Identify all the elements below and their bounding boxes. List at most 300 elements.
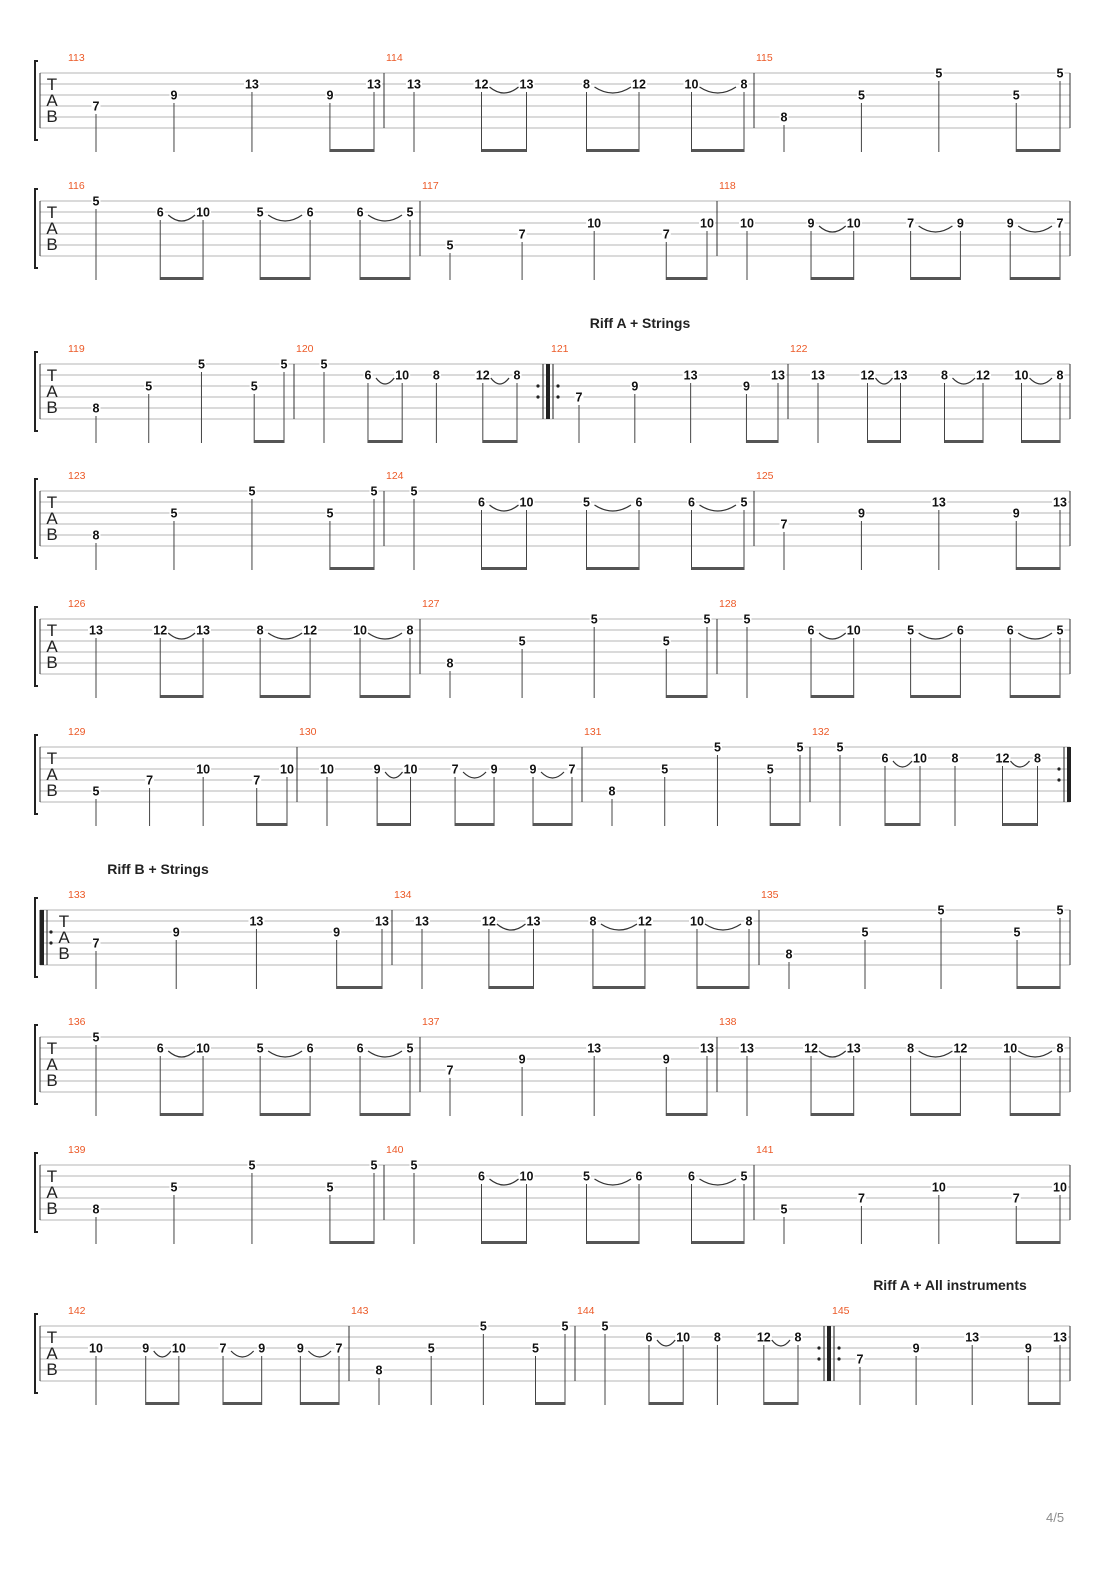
tie-arc — [919, 633, 953, 639]
beam — [160, 1113, 203, 1116]
repeat-dot — [556, 395, 559, 398]
tab-clef-letter: T — [46, 621, 58, 640]
beam — [1010, 277, 1060, 280]
fret-number: 9 — [912, 1341, 920, 1356]
beam — [1010, 695, 1060, 698]
tab-clef-letter: T — [46, 1167, 58, 1186]
fret-number: 13 — [244, 77, 259, 92]
fret-number: 7 — [253, 773, 261, 788]
beam — [1016, 1241, 1060, 1244]
fret-number: 10 — [353, 623, 367, 638]
fret-number: 5 — [326, 506, 334, 521]
fret-number: 9 — [172, 925, 180, 940]
fret-number: 6 — [956, 623, 964, 638]
repeat-dot — [49, 941, 52, 944]
fret-number: 13 — [1053, 1330, 1067, 1345]
fret-number: 9 — [258, 1341, 266, 1356]
tab-measure — [719, 598, 1070, 698]
fret-number: 8 — [1034, 751, 1041, 766]
tie-arc — [919, 226, 953, 232]
fret-number: 7 — [335, 1341, 343, 1356]
fret-number: 5 — [766, 762, 774, 777]
tie-arc — [497, 924, 526, 930]
fret-number: 5 — [1012, 88, 1020, 103]
tie-arc — [705, 924, 741, 930]
fret-number: 13 — [249, 914, 264, 929]
fret-number: 10 — [1014, 368, 1029, 383]
fret-number: 5 — [796, 740, 804, 755]
tab-clef-letter: A — [46, 91, 58, 110]
fret-number: 5 — [518, 634, 526, 649]
fret-number: 5 — [406, 1041, 414, 1056]
system-bracket — [35, 1314, 38, 1393]
fret-number: 12 — [976, 368, 990, 383]
fret-number: 5 — [662, 634, 670, 649]
measure-number: 133 — [68, 889, 86, 901]
tie-arc — [368, 633, 402, 639]
beam — [1016, 149, 1060, 152]
beam — [337, 986, 382, 989]
fret-number: 6 — [478, 1169, 485, 1184]
measure-number: 137 — [422, 1016, 440, 1028]
fret-number: 5 — [410, 1158, 418, 1173]
tab-system — [35, 598, 1070, 698]
beam — [360, 277, 410, 280]
fret-number: 7 — [780, 517, 788, 532]
fret-number: 9 — [296, 1341, 304, 1356]
fret-number: 5 — [406, 205, 414, 220]
repeat-dot — [1057, 767, 1060, 770]
fret-number: 8 — [513, 368, 521, 383]
fret-number: 10 — [280, 762, 294, 777]
measure-number: 140 — [386, 1144, 404, 1156]
beam — [587, 1241, 640, 1244]
fret-number: 13 — [931, 495, 946, 510]
fret-number: 10 — [395, 368, 410, 383]
fret-number: 5 — [280, 357, 288, 372]
beam — [692, 1241, 745, 1244]
fret-number: 7 — [518, 227, 526, 242]
tab-system — [35, 1144, 1070, 1244]
tie-arc — [491, 378, 509, 384]
fret-number: 6 — [688, 495, 695, 510]
fret-number: 5 — [410, 484, 418, 499]
fret-number: 13 — [683, 368, 698, 383]
beam — [536, 1402, 565, 1405]
fret-number: 7 — [662, 227, 670, 242]
tie-arc — [772, 1340, 790, 1346]
tie-arc — [154, 1351, 171, 1357]
tab-clef-letter: B — [46, 398, 58, 417]
fret-number: 8 — [941, 368, 948, 383]
tab-measure — [68, 598, 420, 698]
fret-number: 9 — [490, 762, 498, 777]
fret-number: 13 — [1053, 495, 1067, 510]
fret-number: 13 — [965, 1330, 980, 1345]
fret-number: 5 — [1056, 66, 1064, 81]
tab-measure — [68, 180, 420, 280]
measure-number: 142 — [68, 1305, 86, 1317]
tab-measure — [719, 180, 1070, 280]
fret-number: 6 — [356, 1041, 364, 1056]
tab-measure — [832, 1305, 1070, 1405]
fret-number: 5 — [857, 88, 865, 103]
tie-arc — [601, 924, 637, 930]
fret-number: 10 — [846, 216, 861, 231]
fret-number: 12 — [153, 623, 168, 638]
tab-system — [35, 1016, 1070, 1116]
fret-number: 13 — [771, 368, 785, 383]
tab-clef-letter: B — [46, 107, 58, 126]
beam — [764, 1402, 798, 1405]
fret-number: 12 — [995, 751, 1010, 766]
tie-arc — [385, 772, 402, 778]
fret-number: 10 — [931, 1180, 946, 1195]
fret-number: 13 — [89, 623, 103, 638]
tie-arc — [700, 505, 737, 511]
fret-number: 5 — [661, 762, 669, 777]
system-bracket — [35, 1153, 38, 1232]
measure-number: 126 — [68, 598, 86, 610]
fret-number: 6 — [306, 1041, 314, 1056]
tie-arc — [919, 1051, 953, 1057]
tie-arc — [376, 378, 394, 384]
fret-number: 13 — [893, 368, 908, 383]
fret-number: 13 — [196, 623, 210, 638]
tab-measure — [68, 726, 297, 826]
fret-number: 6 — [688, 1169, 695, 1184]
fret-number: 5 — [935, 66, 943, 81]
fret-number: 7 — [92, 936, 100, 951]
tab-measure — [584, 726, 810, 826]
tab-measure — [68, 470, 384, 570]
tab-measure — [386, 52, 754, 152]
fret-number: 6 — [306, 205, 314, 220]
system-bracket — [35, 898, 38, 977]
tab-clef-letter: B — [46, 235, 58, 254]
fret-number: 7 — [1012, 1191, 1020, 1206]
repeat-dot — [49, 930, 52, 933]
tab-system — [35, 726, 1071, 826]
fret-number: 5 — [740, 1169, 748, 1184]
measure-number: 136 — [68, 1016, 86, 1028]
tie-arc — [595, 505, 632, 511]
measure-number: 127 — [422, 598, 440, 610]
tab-measure — [756, 1144, 1070, 1244]
tab-clef-letter: A — [46, 219, 58, 238]
tab-measure — [394, 889, 759, 989]
beam — [649, 1402, 683, 1405]
beam — [146, 1402, 179, 1405]
fret-number: 13 — [740, 1041, 754, 1056]
measure-number: 131 — [584, 726, 602, 738]
tie-arc — [819, 633, 846, 639]
fret-number: 9 — [742, 379, 750, 394]
fret-number: 6 — [1006, 623, 1014, 638]
fret-number: 8 — [785, 947, 793, 962]
measure-number: 130 — [299, 726, 317, 738]
tab-clef-letter: A — [46, 637, 58, 656]
tab-clef-letter: T — [46, 1039, 58, 1058]
fret-number: 13 — [519, 77, 534, 92]
fret-number: 5 — [861, 925, 869, 940]
fret-number: 8 — [432, 368, 440, 383]
fret-number: 9 — [1006, 216, 1014, 231]
tab-measure — [756, 52, 1070, 152]
repeat-dot — [556, 384, 559, 387]
tie-arc — [268, 215, 302, 221]
fret-number: 5 — [92, 194, 100, 209]
fret-number: 10 — [690, 914, 704, 929]
fret-number: 6 — [156, 1041, 164, 1056]
tab-system — [35, 315, 1070, 443]
beam — [911, 695, 961, 698]
fret-number: 5 — [92, 1030, 100, 1045]
fret-number: 5 — [370, 484, 378, 499]
beam — [483, 440, 517, 443]
fret-number: 6 — [807, 623, 815, 638]
fret-number: 8 — [1056, 1041, 1064, 1056]
tab-measure — [68, 1144, 384, 1244]
tab-clef-letter: T — [46, 493, 58, 512]
measure-number: 120 — [296, 343, 314, 355]
tab-clef-letter: B — [46, 525, 58, 544]
beam — [1003, 823, 1038, 826]
fret-number: 8 — [92, 1202, 100, 1217]
system-bracket — [35, 479, 38, 558]
measure-number: 119 — [68, 343, 85, 355]
beam — [533, 823, 572, 826]
tie-arc — [231, 1351, 254, 1357]
fret-number: 5 — [92, 784, 100, 799]
beam — [360, 1113, 410, 1116]
fret-number: 7 — [907, 216, 915, 231]
beam — [587, 149, 640, 152]
fret-number: 10 — [196, 205, 210, 220]
fret-number: 7 — [1056, 216, 1064, 231]
fret-number: 8 — [92, 528, 100, 543]
tie-arc — [700, 1179, 737, 1185]
fret-number: 5 — [703, 612, 711, 627]
fret-number: 5 — [561, 1319, 569, 1334]
fret-number: 12 — [303, 623, 318, 638]
tab-system — [35, 861, 1070, 989]
tab-system — [35, 1277, 1070, 1405]
beam — [1010, 1113, 1060, 1116]
section-label: Riff A + Strings — [589, 315, 691, 331]
fret-number: 5 — [583, 495, 590, 510]
measure-number: 115 — [756, 52, 773, 64]
tab-measure — [422, 180, 717, 280]
measure-number: 132 — [812, 726, 830, 738]
tie-arc — [168, 1051, 195, 1057]
beam — [223, 1402, 262, 1405]
tie-arc — [893, 761, 912, 767]
tie-arc — [490, 1179, 519, 1185]
tab-measure — [68, 343, 294, 443]
beam — [482, 149, 527, 152]
measure-number: 123 — [68, 470, 86, 482]
measure-number: 139 — [68, 1144, 86, 1156]
beam — [1016, 567, 1060, 570]
beam — [911, 1113, 961, 1116]
beam — [260, 277, 310, 280]
fret-number: 5 — [326, 1180, 334, 1195]
repeat-dot — [817, 1357, 820, 1360]
fret-number: 13 — [811, 368, 825, 383]
beam — [868, 440, 901, 443]
tie-arc — [1018, 633, 1052, 639]
fret-number: 5 — [446, 238, 454, 253]
system-bracket — [35, 607, 38, 686]
tie-arc — [368, 1051, 402, 1057]
tab-clef-letter: T — [46, 749, 58, 768]
fret-number: 5 — [583, 1169, 590, 1184]
fret-number: 13 — [700, 1041, 714, 1056]
fret-number: 10 — [519, 495, 534, 510]
tab-measure — [68, 889, 392, 989]
fret-number: 10 — [320, 762, 334, 777]
tie-arc — [595, 1179, 632, 1185]
fret-number: 7 — [857, 1191, 865, 1206]
tab-clef-letter: B — [46, 1199, 58, 1218]
repeat-dot — [536, 384, 539, 387]
repeat-dot — [837, 1346, 840, 1349]
tie-arc — [268, 633, 302, 639]
fret-number: 9 — [529, 762, 537, 777]
fret-number: 10 — [1003, 1041, 1018, 1056]
repeat-dot — [817, 1346, 820, 1349]
tie-arc — [1030, 378, 1053, 384]
beam — [666, 1113, 707, 1116]
measure-number: 122 — [790, 343, 808, 355]
fret-number: 10 — [196, 762, 211, 777]
fret-number: 7 — [146, 773, 154, 788]
fret-number: 8 — [713, 1330, 721, 1345]
measure-number: 113 — [68, 52, 85, 64]
tab-system — [35, 52, 1070, 152]
fret-number: 6 — [881, 751, 889, 766]
measure-number: 128 — [719, 598, 737, 610]
fret-number: 10 — [519, 1169, 534, 1184]
beam — [260, 695, 310, 698]
beam — [811, 1113, 854, 1116]
fret-number: 12 — [756, 1330, 771, 1345]
beam — [692, 567, 745, 570]
fret-number: 5 — [320, 357, 328, 372]
fret-number: 5 — [836, 740, 844, 755]
tab-measure — [299, 726, 582, 826]
tab-clef-letter: A — [46, 765, 58, 784]
fret-number: 5 — [145, 379, 153, 394]
tab-system — [35, 180, 1070, 280]
tie-arc — [1018, 1051, 1052, 1057]
fret-number: 12 — [475, 368, 490, 383]
system-bracket — [35, 1025, 38, 1104]
repeat-dot — [536, 395, 539, 398]
fret-number: 5 — [250, 379, 258, 394]
fret-number: 9 — [956, 216, 964, 231]
fret-number: 5 — [370, 1158, 378, 1173]
fret-number: 5 — [1013, 925, 1021, 940]
beam — [911, 277, 961, 280]
fret-number: 5 — [427, 1341, 435, 1356]
fret-number: 10 — [403, 762, 418, 777]
tab-clef-letter: T — [58, 912, 70, 931]
tie-arc — [1018, 226, 1052, 232]
fret-number: 9 — [373, 762, 381, 777]
fret-number: 10 — [196, 1041, 210, 1056]
measure-number: 124 — [386, 470, 404, 482]
tab-measure — [68, 1016, 420, 1116]
fret-number: 8 — [375, 1363, 383, 1378]
fret-number: 9 — [170, 88, 178, 103]
tab-measure — [422, 1016, 717, 1116]
tab-clef-letter: B — [46, 1071, 58, 1090]
fret-number: 5 — [1056, 903, 1064, 918]
repeat-start-bar — [40, 910, 44, 965]
measure-number: 129 — [68, 726, 86, 738]
fret-number: 6 — [364, 368, 372, 383]
fret-number: 7 — [575, 390, 583, 405]
fret-number: 10 — [846, 623, 861, 638]
tab-clef-letter: B — [58, 944, 70, 963]
fret-number: 5 — [907, 623, 915, 638]
fret-number: 5 — [256, 205, 264, 220]
system-bracket — [35, 352, 38, 431]
tab-measure — [756, 470, 1070, 570]
fret-number: 9 — [142, 1341, 150, 1356]
fret-number: 5 — [713, 740, 721, 755]
tab-clef-letter: A — [46, 1183, 58, 1202]
beam — [1017, 986, 1060, 989]
fret-number: 12 — [481, 914, 496, 929]
fret-number: 10 — [89, 1341, 103, 1356]
beam — [330, 567, 374, 570]
fret-number: 13 — [526, 914, 541, 929]
fret-number: 13 — [587, 1041, 602, 1056]
fret-number: 9 — [631, 379, 639, 394]
tie-arc — [876, 378, 893, 384]
tab-measure — [577, 1305, 841, 1405]
fret-number: 5 — [601, 1319, 609, 1334]
tie-arc — [953, 378, 976, 384]
fret-number: 8 — [589, 914, 597, 929]
fret-number: 9 — [326, 88, 334, 103]
fret-number: 13 — [407, 77, 421, 92]
tab-clef-letter: T — [46, 366, 58, 385]
fret-number: 5 — [248, 1158, 256, 1173]
measure-number: 145 — [832, 1305, 850, 1317]
tie-arc — [819, 1051, 846, 1057]
beam — [300, 1402, 339, 1405]
page-number: 4/5 — [1046, 1510, 1065, 1525]
tab-measure — [386, 1144, 754, 1244]
fret-number: 12 — [804, 1041, 818, 1056]
tie-arc — [490, 87, 519, 93]
beam — [482, 1241, 527, 1244]
beam — [455, 823, 494, 826]
fret-number: 12 — [953, 1041, 968, 1056]
tab-clef-letter: A — [46, 1055, 58, 1074]
fret-number: 9 — [1024, 1341, 1032, 1356]
measure-number: 117 — [422, 180, 439, 192]
measure-number: 125 — [756, 470, 774, 482]
tab-clef-letter: T — [46, 1328, 58, 1347]
tie-arc — [368, 215, 402, 221]
beam — [692, 149, 745, 152]
measure-number: 121 — [551, 343, 569, 355]
